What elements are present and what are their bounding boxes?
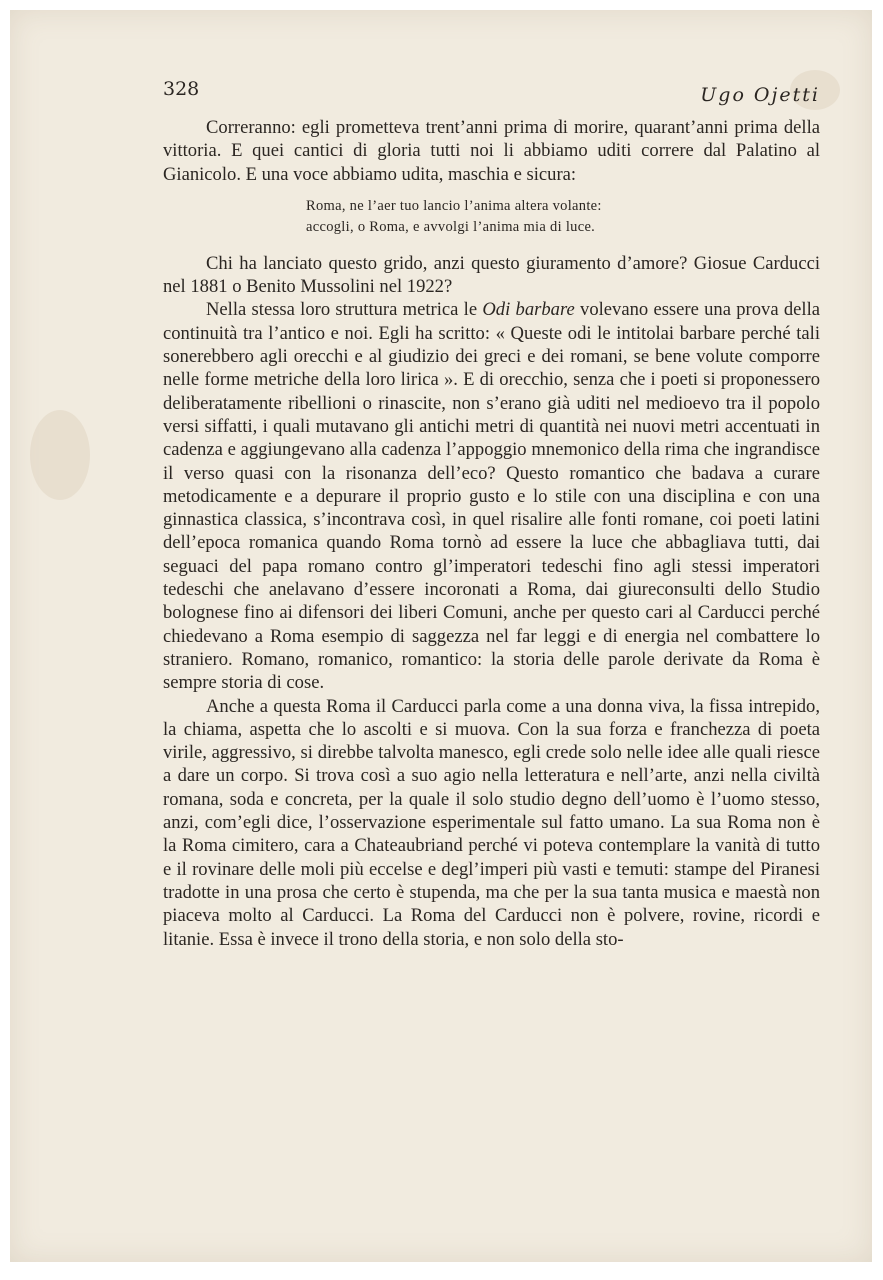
paragraph <box>163 298 820 694</box>
paragraph-text: volevano essere una prova della continuità tra l’antico e noi. Egli ha scritto: « Queste odi le intitolai barbare perché tali sonerebbero agli orecchi e al giudizio dei greci e dei romani, se bene volute comporre nelle forme metriche della loro lirica ». E di orecchio, senza che i poeti si proponessero deliberatamente ribellioni o rinascite, non s’erano già uditi nel medioevo tra il popolo versi siffatti, i quali mutavano gli antichi metri di quantità nei nuovi metri accentuati in cadenza e aggiungevano alla cadenza l’appoggio mnemonico della rima che ingrandisce il verso quasi con la risonanza dell’eco? Questo romantico che badava a curare metodicamente e a depurare il proprio gusto e lo stile con una disciplina e con una ginnastica classica, s’incontrava così, in quel risalire alle fonti romane, coi poeti latini dell’epoca romanica quando Roma tornò ad essere la luce che abbagliava tutti, dai seguaci del papa romano contro gl’imperatori tedeschi fino agli stessi imperatori tedeschi che anelavano d’essere incoronati a Roma, dai giureconsulti dello Studio bolognese fino ai difensori dei liberi Comuni, anche per questo cari al Carducci perché chiedevano a Roma esempio di saggezza nel far leggi e di energia nel combattere lo straniero. Romano, romanico, romantico: la storia delle parole derivate da Roma è sempre storia di cose. <box>163 299 820 694</box>
book-title: Odi barbare <box>482 299 575 321</box>
body-text <box>163 116 820 951</box>
page-number: 328 <box>163 78 200 100</box>
verse-line: accogli, o Roma, e avvolgi l’anima mia di luce. <box>306 218 596 235</box>
paragraph: Anche a questa Roma il Carducci parla come a una donna viva, la fissa intrepido, la chiama, aspetta che lo ascolti e si muova. Con la sua forza e franchezza di poeta virile, aggressivo, si direbbe talvolta manesco, egli crede solo nelle idee alle quali riesce a dare un corpo. Si trova così a suo agio nella letteratura e nell’arte, anzi nella civiltà romana, soda e concreta, per la quale il solo studio degno dell’uomo è l’uomo stesso, anzi, com’egli dice, l’osservazione esperimentale sul fatto umano. La sua Roma non è la Roma cimitero, cara a Chateaubriand perché vi poteva contemplare la vanità di tutto e il rovinare delle moli più eccelse e degl’imperi più vasti e temuti: stampe del Piranesi tradotte in una prosa che certo è stupenda, ma che per la sua tanta musica e maestà non piaceva molto al Carducci. La Roma del Carducci non è polvere, rovine, ricordi e litanie. Essa è invece il trono della storia, e non solo della sto- <box>163 695 820 950</box>
page-content <box>163 78 820 951</box>
verse-line: Roma, ne l’aer tuo lancio l’anima altera volante: <box>306 197 602 214</box>
paragraph-text: Nella stessa loro struttura metrica le <box>206 299 483 321</box>
paragraph: Correranno: egli prometteva trent’anni prima di morire, quarant’anni prima della vittoria. E quei cantici di gloria tutti noi li abbiamo uditi correre dal Palatino al Gianicolo. E una voce abbiamo udita, maschia e sicura: <box>163 117 820 185</box>
paragraph: Chi ha lanciato questo grido, anzi questo giuramento d’amore? Giosue Carducci nel 1881 o Benito Mussolini nel 1922? <box>163 252 820 298</box>
paper-stain <box>30 410 90 500</box>
page-header <box>163 78 820 112</box>
verse-quotation <box>306 196 820 238</box>
running-head: Ugo Ojetti <box>700 84 820 106</box>
